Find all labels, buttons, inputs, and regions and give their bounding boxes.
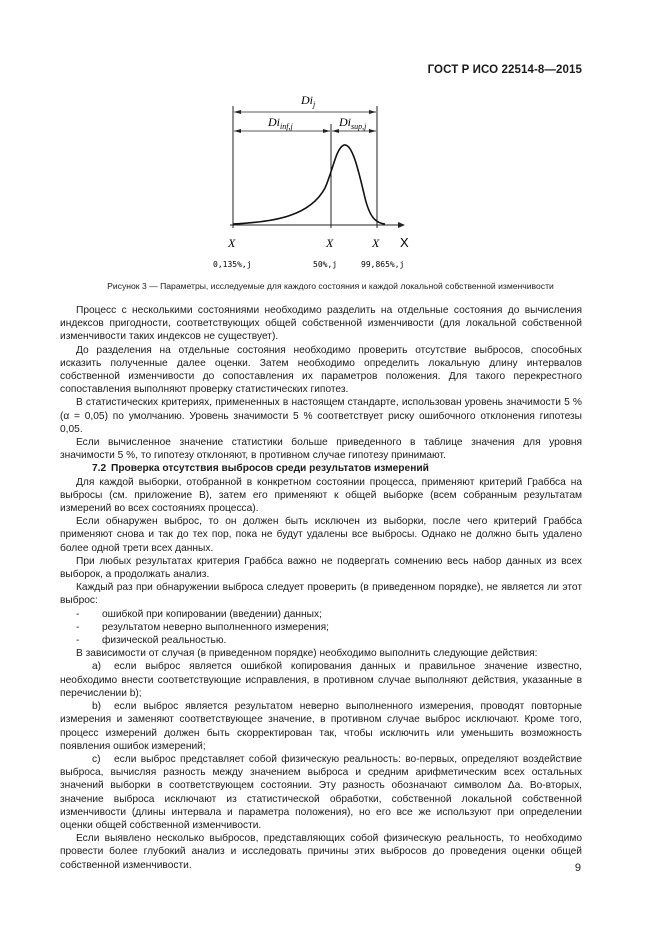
page-number: 9 — [574, 862, 581, 874]
list-item-text: результатом неверно выполненного измерения; — [102, 621, 329, 633]
list-item — [60, 608, 582, 621]
figure-distribution — [200, 88, 440, 273]
item-marker: a) — [92, 661, 102, 673]
di-label: $Di_j$ — [301, 93, 316, 109]
item-text: если выброс представляет собой физическую реальность: во-первых, определяют воздействие выброса, вычисляя разность между значением выброса и средним арифметическим всех остальных значений выборки в соответствующем состоянии. Эту разность обозначают символом Δa. Во-вторых, значение выброса исключают из статистической обработки, собственной локальной собственной изменчивости (длины интервала и параметра положения), но его все же используют при определении оценки общей собственной изменчивости. — [60, 753, 582, 831]
x-axis-label: X — [400, 235, 409, 250]
list-marker: - — [76, 621, 80, 633]
list-marker: - — [76, 635, 80, 647]
distribution-curve — [233, 145, 385, 224]
item-text: если выброс является результатом неверно выполненного измерения, проводят повторные измерения и заменяют соответствующее значение, в противном случае выброс исключают. Кроме того, процесс измерений должен быть скорректирован так, чтобы исключить или уменьшить возможность появления ошибок измерений; — [60, 701, 582, 752]
figure-caption: Рисунок 3 — Параметры, исследуемые для каждого состояния и каждой локальной собственной изменчивости — [107, 281, 554, 291]
paragraph: При любых результатах критерия Граббса важно не подвергать сомнению весь набор данных из всех выборок, а продолжать анализ. — [60, 555, 582, 581]
paragraph: Если выявлено несколько выбросов, представляющих собой физическую реальность, то необходимо провести более глубокий анализ и исследовать причины этих выбросов до проведения оценки общей собственной изменчивости. — [60, 833, 582, 871]
distribution-diagram — [200, 88, 440, 273]
arrowhead — [234, 110, 241, 114]
section-heading — [60, 462, 582, 475]
paragraph: Если обнаружен выброс, то он должен быть исключен из выборки, после чего критерий Граббса применяют снова и так до тех пор, пока не будут удалены все выбросы. Однако не должно быть удалено более одной трети всех данных. — [60, 516, 582, 554]
paragraph: Если вычисленное значение статистики больше приведенного в таблице значения для уровня значимости 5 %, то гипотезу отклоняют, в противном случае гипотезу принимают. — [60, 437, 582, 462]
percentile-label-median: 50%,j — [313, 260, 338, 269]
item-text: если выброс является ошибкой копирования данных и правильное значение известно, необходимо внести соответствующие исправления, в противном случае выполняют действия, указанные в перечислении b); — [60, 661, 582, 699]
paragraph: В статистических критериях, примененных в настоящем стандарте, использован уровень значимости 5 % (α = 0,05) по умолчанию. Уровень значимости 5 % соответствует риску ошибочного отклонения гипотезы 0,05. — [60, 397, 582, 435]
enumerated-item — [60, 753, 582, 832]
list-marker: - — [76, 608, 80, 620]
section-number: 7.2 — [92, 463, 107, 475]
body-text — [60, 304, 582, 872]
di-inf-label: $Di_{inf,j}$ — [268, 115, 293, 131]
arrowhead — [369, 110, 376, 114]
item-marker: b) — [92, 701, 102, 713]
x-label-left: X — [228, 236, 236, 250]
enumerated-item — [60, 660, 582, 700]
enumerated-item — [60, 700, 582, 753]
paragraph: До разделения на отдельные состояния необходимо проверить отсутствие выбросов, способных исказить полученные далее оценки. Затем необходимо определить локальную длину интервалов собственной изменчивости до сопоставления их параметров положения. Для такого перекрестного сопоставления выполняют проверку статистических гипотез. — [60, 344, 582, 396]
percentile-label-low: 0,135%,j — [213, 260, 252, 269]
list-item — [60, 634, 582, 647]
arrowhead — [234, 129, 241, 133]
percentile-label-high: 99,865%,j — [361, 260, 405, 269]
list-item-text: ошибкой при копировании (введении) данных; — [102, 608, 322, 620]
section-title: Проверка отсутствия выбросов среди результатов измерений — [111, 463, 429, 475]
x-label-median: X — [326, 236, 334, 250]
paragraph: В зависимости от случая (в приведенном порядке) необходимо выполнить следующие действия: — [76, 648, 538, 660]
x-label-right: X — [372, 236, 380, 250]
arrowhead — [369, 129, 376, 133]
arrowhead — [332, 129, 339, 133]
di-sup-label: $Di_{sup,j}$ — [339, 115, 367, 131]
paragraph: Каждый раз при обнаружении выброса следует проверить (в приведенном порядке), не является ли этот выброс: — [60, 582, 582, 607]
arrowhead — [323, 129, 330, 133]
paragraph: Для каждой выборки, отобранной в конкретном состоянии процесса, применяют критерий Граббса на выбросы (см. приложение В), затем его применяют к общей выборке (всем собранным результатам измерений во всех состояниях процесса). — [60, 476, 582, 515]
x-axis-arrow — [398, 222, 405, 228]
list-item — [60, 621, 582, 634]
list-item-text: физической реальностью. — [102, 635, 227, 647]
paragraph: Процесс с несколькими состояниями необходимо разделить на отдельные состояния до вычисления индексов пригодности, соответствующих общей собственной изменчивости (для локальной собственной изменчивости таких индексов не существует). — [60, 305, 582, 343]
standard-designation: ГОСТ Р ИСО 22514-8—2015 — [427, 64, 582, 76]
item-marker: c) — [92, 753, 101, 765]
